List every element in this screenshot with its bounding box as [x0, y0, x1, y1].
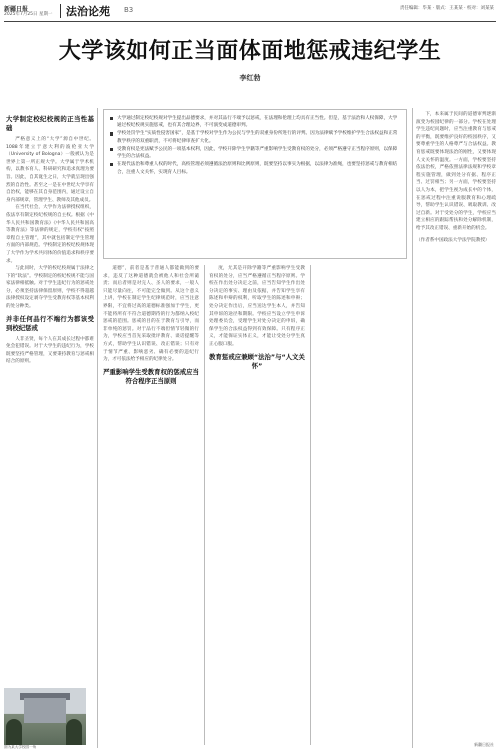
- section-heading-2: 并非任何品行不端行为都该受到校纪惩戒: [6, 314, 94, 332]
- page-footer: 新疆日报社: [474, 742, 494, 747]
- summary-item: 在现代法治和尊重人权的时代，高校管理必须遵循法治原则和比例原则，既要坚持以事实为根据，以法律为准绳，也要坚持惩戒与教育相结合，注重人文关怀，实现育人目标。: [110, 161, 400, 176]
- column-divider: [204, 265, 205, 745]
- paragraph: 与此同时，大学的校纪校规属于法律之下的“软法”。学校制定的校纪校规不能与国家法律相抵触。对于学生违纪行为的惩戒处分，必须坚持法律保留原则，学校不得超越法律授权设定剥夺学生受教育权等基本权利的处分种类。: [6, 266, 94, 310]
- editor-info: 责任编辑：毕某 · 版式：王某某 · 校对：刘某某: [399, 6, 494, 11]
- paragraph: 下，本来属于民间的道德审判逐渐演变为校园纪律的一部分。学校在处理学生违纪问题时，应当注重教育与惩戒的平衡，既要维护良好的校园秩序，又要尊重学生的人格尊严与合法权益。教育惩戒既要体现法治的刚性，又要体现人文关怀的温度。一方面，学校要坚持依法治校，严格依照法律法规和学校章程实施管理，做到处分有据、程序正当、过罚相当；另一方面，学校要坚持以人为本，把学生视为成长中的个体，在惩戒过程中注重说服教育和心理疏导，帮助学生认识错误、吸取教训、改过自新。对于受处分的学生，学校应当建立相应的跟踪帮扶和处分解除机制，给予其改正错误、重新开始的机会。: [416, 112, 496, 231]
- section-heading-1: 大学制定校纪校规的正当性基础: [6, 115, 94, 132]
- issue-date: 2025年7月25日 星期一: [4, 12, 53, 17]
- article-headline: 大学该如何正当面体面地惩戒违纪学生: [58, 38, 442, 64]
- column-divider: [310, 265, 311, 745]
- summary-box: [103, 109, 407, 259]
- column-divider: [412, 108, 413, 748]
- paragraph: 严格意义上的“大学”源自中世纪。1088年建立于意大利的波伦亚大学（University of Bologna）一般被认为是世界上第一所正规大学。大学属于学术机构，以教书育人、科研研究和追求真理为要旨。因此，自其诞生之日，大学就呈现出强烈的自治性。甚至之一是在中世纪大学享有自治权，能够在其自身范围内，通过设立自身内部规章，管理学生、教师及其他成员。: [6, 137, 94, 203]
- photo-caption: 图为某大学校园一角: [4, 745, 37, 749]
- paper-logo: 新疆日报: [4, 6, 29, 13]
- column-divider: [97, 108, 98, 748]
- campus-photo: [4, 688, 86, 745]
- tree: [6, 719, 22, 745]
- article-author: 李红勃: [239, 74, 261, 82]
- author-bio: （作者系中国政法大学法学院教授）: [416, 237, 490, 243]
- column-2: [103, 265, 199, 735]
- section-title: 法治论苑: [66, 5, 110, 18]
- column-4: [416, 111, 496, 731]
- paragraph: 度，尤其是开除学籍等严重影响学生受教育权的处分，应当严格遵循正当程序原则。学校在作出处分决定之前，应当告知学生作出处分决定的事实、理由及依据，并告知学生享有陈述和申辩的权利，听取学生的陈述和申辩；处分决定作出后，应当送达学生本人，并告知其申诉的途径和期限。学校应当设立学生申诉处理委员会，受理学生对处分决定的申诉，确保学生的合法权益得到有效保障。只有程序正义，才能保证实体正义，才能让受处分学生真正心服口服。: [209, 266, 305, 347]
- header-divider: [60, 4, 61, 18]
- summary-item: 受教育权是宪法赋予公民的一项基本权利，因此，学校开除学生学籍等严重影响学生受教育权的处分，必须严格遵守正当程序原则，以保障学生的合法权益。: [110, 146, 400, 161]
- paragraph: 在当代社会，大学作为法律授权组织，依法享有制定校纪校规的自主权。根据《中华人民共和国教育法》《中华人民共和国高等教育法》等法律的规定，学校有权“按照章程自主管理”，其中就包括制定学生管理方面的内部规范。学校制定的校纪校规体现了大学作为学术共同体的价值追求和秩序要求。: [6, 205, 94, 264]
- summary-item: 大学通过制定校纪校规对学生提出品德要求，并对其品行不端予以惩戒，在法理和伦理上均具有正当性。但是，基于法治和人权保障，大学通过校纪校规实施惩戒，也有其合理边界，不可演变成道德审判。: [110, 115, 400, 130]
- header-rule: [4, 21, 496, 22]
- building: [24, 698, 66, 723]
- column-3: [209, 265, 305, 735]
- paragraph: 人非圣贤，每个人在其成长过程中都难免会犯错误。对于大学生的违纪行为，学校既要坚持严格管理，又要秉持教育与惩戒相结合的原则。: [6, 336, 94, 365]
- tree: [66, 719, 82, 745]
- section-heading-4: 教育惩戒应兼顾“法治”与“人文关怀”: [209, 352, 305, 370]
- section-heading-3: 严重影响学生受教育权的惩戒应当符合程序正当原则: [103, 367, 199, 385]
- summary-item: 学校处罚学生“实质性侵害国家”，是基于学校对学生作为公民与学生的双重身份所进行的评判。因为法律赋予学校维护学生合法权益和正常教学秩序的双重职责，不可将纪律审查扩大化。: [110, 130, 400, 145]
- paragraph: 道德”，前者是基于普通人都能做到的要求，违反了这种道德就会被他人和社会所谴责；而后者则是对完人、圣人的要求，一般人只能尽量向往，不可能完全做到。从这个意义上讲，学校在制定学生纪律规范时，应当注意界限，不宜将过高的道德标准强加于学生，更不能将所有不符合道德期待的行为都纳入校纪惩戒的范围。惩戒的目的在于教育与引导，而非单纯的惩罚。对于品行不端但情节轻微的行为，学校应当首先采取批评教育、谈话提醒等方式，帮助学生认识错误、改正错误；只有对于情节严重、影响恶劣、确有必要的违纪行为，才可依法给予相应的纪律处分。: [103, 266, 199, 363]
- column-1: [6, 111, 94, 685]
- page-number: B3: [124, 6, 134, 14]
